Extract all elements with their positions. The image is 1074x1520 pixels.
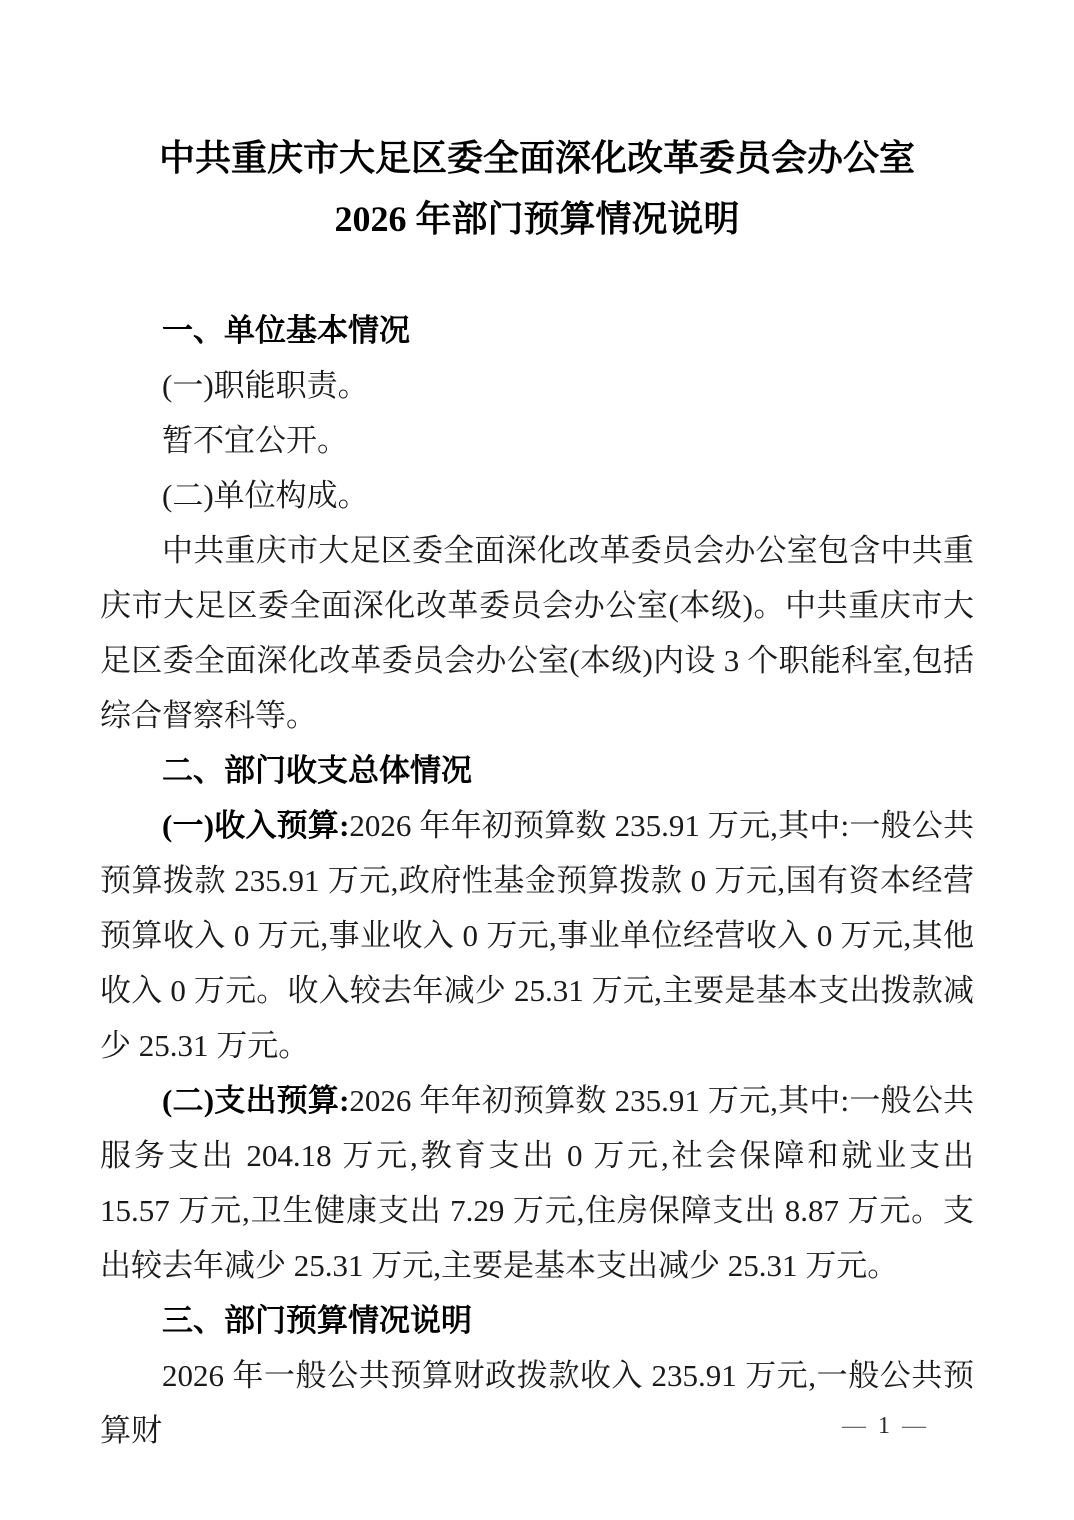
paragraph-expenditure-budget [100,1073,974,1293]
paragraph-functions-label: (一)职能职责。 [162,368,369,403]
footer-right-dash: — [902,1413,928,1439]
document-title [100,128,974,250]
footer-left-dash: — [842,1413,868,1439]
paragraph-income-budget [100,798,974,1073]
page-footer [832,1413,938,1440]
expenditure-budget-text: 2026 年年初预算数 235.91 万元,其中:一般公共服务支出 204.18 万元,教育支出 0 万元,社会保障和就业支出 15.57 万元,卫生健康支出 7.29 万元,住房保障支出 8.87 万元。支出较去年减少 25.31 万元,主要是基本支出减少 25.31 万元。 [100,1083,974,1283]
paragraph-composition-label: (二)单位构成。 [162,478,369,513]
page-number: 1 [878,1413,892,1439]
title-line-2: 2026 年部门预算情况说明 [334,199,740,239]
document-body [100,303,974,1458]
expenditure-budget-lead: (二)支出预算: [162,1083,350,1118]
paragraph-budget-explanation: 2026 年一般公共预算财政拨款收入 235.91 万元,一般公共预算财 [100,1358,974,1448]
section-heading-2: 二、部门收支总体情况 [162,753,472,788]
title-line-1: 中共重庆市大足区委全面深化改革委员会办公室 [158,138,915,178]
paragraph-not-public: 暂不宜公开。 [162,423,348,458]
section-heading-3: 三、部门预算情况说明 [162,1303,472,1338]
income-budget-text: 2026 年年初预算数 235.91 万元,其中:一般公共预算拨款 235.91 万元,政府性基金预算拨款 0 万元,国有资本经营预算收入 0 万元,事业收入 0 万元,事业单位经营收入 0 万元,其他收入 0 万元。收入较去年减少 25.31 万元,主要是基本支出拨款减少 25.31 万元。 [100,808,974,1063]
section-heading-1: 一、单位基本情况 [162,313,410,348]
document-content [100,128,974,1458]
income-budget-lead: (一)收入预算: [162,808,350,843]
paragraph-composition-detail: 中共重庆市大足区委全面深化改革委员会办公室包含中共重庆市大足区委全面深化改革委员会办公室(本级)。中共重庆市大足区委全面深化改革委员会办公室(本级)内设 3 个职能科室,包括综合督察科等。 [100,533,974,733]
